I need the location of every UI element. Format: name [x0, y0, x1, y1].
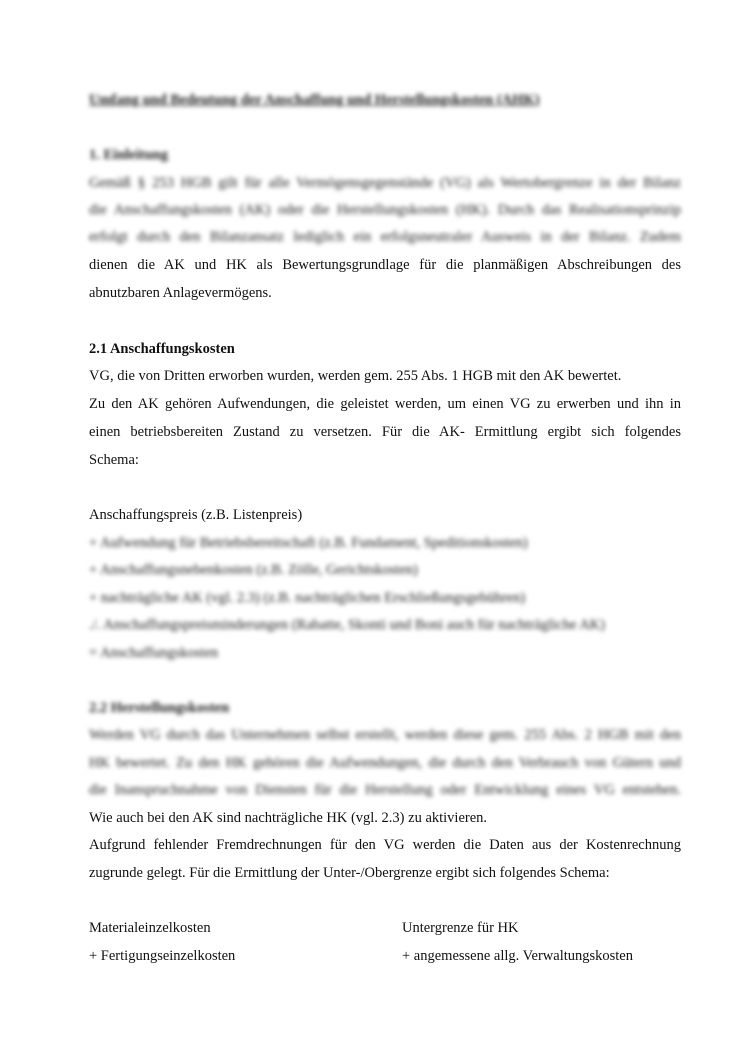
paragraph-line: Werden VG durch das Unternehmen selbst erstellt, werden diese gem. 255 Abs. 2 HGB mit den: [89, 727, 681, 743]
schema-hk-left-line: Materialeinzelkosten: [89, 920, 211, 936]
paragraph-line: dienen die AK und HK als Bewertungsgrundlage für die planmäßigen Abschreibungen des: [89, 257, 681, 273]
paragraph-line: einen betriebsbereiten Zustand zu versetzen. Für die AK- Ermittlung ergibt sich folgendes: [89, 424, 681, 440]
paragraph-line: VG, die von Dritten erworben wurden, werden gem. 255 Abs. 1 HGB mit den AK bewertet.: [89, 368, 622, 384]
schema-ak-line: ./. Anschaffungspreisminderungen (Rabatte, Skonti und Boni auch für nachträgliche AK): [89, 617, 605, 633]
paragraph-line: zugrunde gelegt. Für die Ermittlung der Unter-/Obergrenze ergibt sich folgendes Schema:: [89, 865, 610, 881]
schema-ak-line: Anschaffungspreis (z.B. Listenpreis): [89, 507, 303, 523]
paragraph-line: Aufgrund fehlender Fremdrechnungen für den VG werden die Daten aus der Kostenrechnung: [89, 837, 681, 853]
paragraph-line: HK bewertet. Zu den HK gehören die Aufwendungen, die durch den Verbrauch von Gütern und: [89, 755, 681, 771]
schema-ak-line: + Anschaffungsnebenkosten (z.B. Zölle, Gerichtskosten): [89, 562, 418, 578]
paragraph-line: Wie auch bei den AK sind nachträgliche HK (vgl. 2.3) zu aktivieren.: [89, 810, 488, 826]
section-heading-herstellungskosten: 2.2 Herstellungskosten: [89, 700, 230, 716]
paragraph-line: die Anschaffungskosten (AK) oder die Herstellungskosten (HK). Durch das Realisationsprinzip: [89, 202, 681, 218]
paragraph-line: Zu den AK gehören Aufwendungen, die geleistet werden, um einen VG zu erwerben und ihn in: [89, 396, 681, 412]
schema-ak-line: + nachträgliche AK (vgl. 2.3) (z.B. nachträglichen Erschließungsgebühren): [89, 590, 526, 606]
paragraph-line: die Inanspruchnahme von Diensten für die Herstellung oder Entwicklung eines VG entstehen.: [89, 782, 681, 798]
paragraph-line: Schema:: [89, 452, 139, 468]
schema-hk-left-line: + Fertigungseinzelkosten: [89, 948, 236, 964]
schema-ak-line: = Anschaffungskosten: [89, 645, 219, 661]
schema-hk-right-line: + angemessene allg. Verwaltungskosten: [402, 948, 633, 964]
schema-hk-right-line: Untergrenze für HK: [402, 920, 519, 936]
section-heading-anschaffungskosten: 2.1 Anschaffungskosten: [89, 341, 235, 357]
section-heading-introduction: 1. Einleitung: [89, 147, 168, 163]
paragraph-line: abnutzbaren Anlagevermögens.: [89, 285, 272, 301]
paragraph-line: Gemäß § 253 HGB gilt für alle Vermögensgegenstände (VG) als Wertobergrenze in der Bilanz: [89, 175, 681, 191]
paragraph-line: erfolgt durch den Bilanzansatz lediglich ein erfolgsneutraler Ausweis in der Bilanz. Zudem: [89, 229, 681, 245]
document-title: Umfang und Bedeutung der Anschaffung und Herstellungskosten (AHK): [89, 92, 540, 108]
schema-ak-line: + Aufwendung für Betriebsbereitschaft (z.B. Fundament, Speditionskosten): [89, 535, 528, 551]
